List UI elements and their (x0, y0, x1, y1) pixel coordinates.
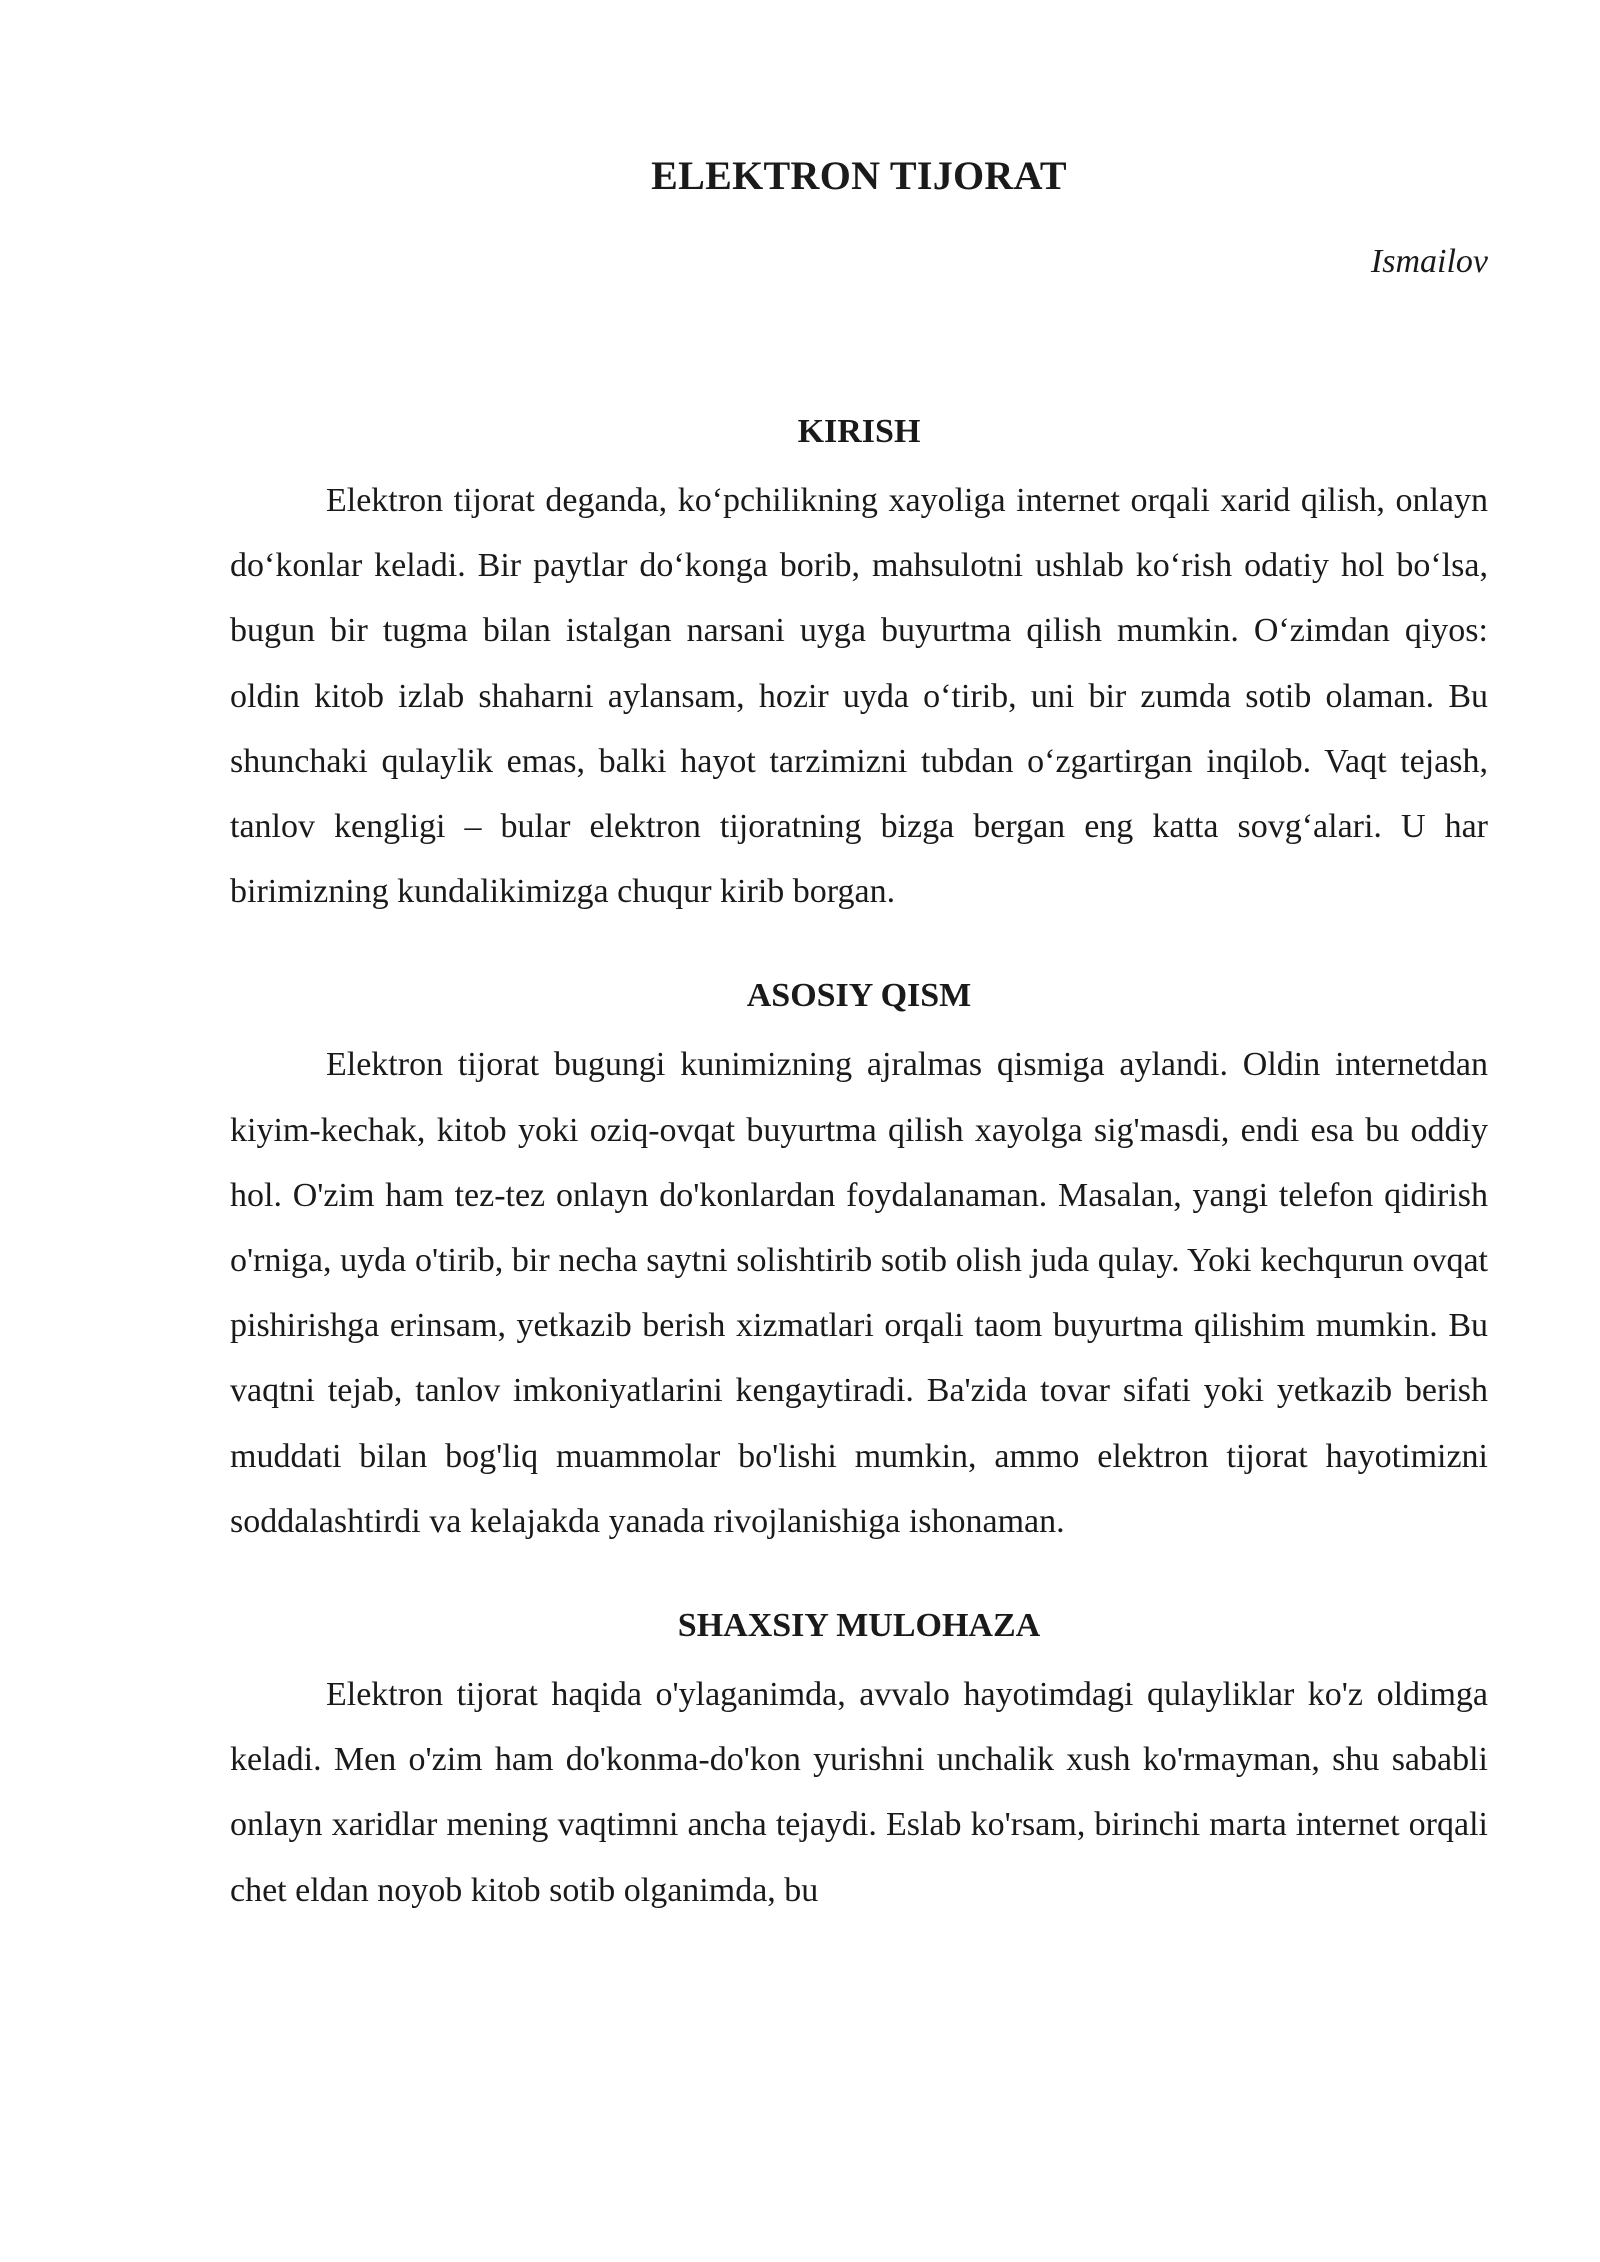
section-heading-asosiy-qism: ASOSIY QISM (746, 977, 972, 1015)
paragraph-asosiy-qism: Elektron tijorat bugungi kunimizning ajralmas qismiga aylandi. Oldin internetdan kiyim-kechak, kitob yoki oziq-ovqat buyurtma qilish xayolga sig'masdi, endi esa bu oddiy hol. O'zim ham tez-tez onlayn do'konlardan foydalanaman. Masalan, yangi telefon qidirish o'rniga, uyda o'tirib, bir necha saytni solishtirib sotib olish juda qulay. Yoki kechqurun ovqat pishirishga erinsam, yetkazib berish xizmatlari orqali taom buyurtma qilishim mumkin. Bu vaqtni tejab, tanlov imkoniyatlarini kengaytiradi. Ba'zida tovar sifati yoki yetkazib berish muddati bilan bog'liq muammolar bo'lishi mumkin, ammo elektron tijorat hayotimizni soddalashtirdi va kelajakda yanada rivojlanishiga ishonaman. (230, 1046, 1488, 1540)
document-title: ELEKTRON TIJORAT (651, 153, 1067, 198)
author-name: Ismailov (1370, 243, 1488, 280)
paragraph-shaxsiy-mulohaza: Elektron tijorat haqida o'ylaganimda, avvalo hayotimdagi qulayliklar ko'z oldimga keladi. Men o'zim ham do'konma-do'kon yurishni unchalik xush ko'rmayman, shu sababli onlayn xaridlar mening vaqtimni ancha tejaydi. Eslab ko'rsam, birinchi marta internet orqali chet eldan noyob kitob sotib olganimda, bu (230, 1676, 1488, 1909)
paragraph-kirish: Elektron tijorat deganda, ko‘pchilikning xayoliga internet orqali xarid qilish, onlayn do‘konlar keladi. Bir paytlar do‘konga borib, mahsulotni ushlab ko‘rish odatiy hol bo‘lsa, bugun bir tugma bilan istalgan narsani uyga buyurtma qilish mumkin. O‘zimdan qiyos: oldin kitob izlab shaharni aylansam, hozir uyda o‘tirib, uni bir zumda sotib olaman. Bu shunchaki qulaylik emas, balki hayot tarzimizni tubdan o‘zgartirgan inqilob. Vaqt tejash, tanlov kengligi – bular elektron tijoratning bizga bergan eng katta sovg‘alari. U har birimizning kundalikimizga chuqur kirib borgan. (230, 482, 1488, 911)
section-heading-kirish: KIRISH (797, 413, 921, 450)
section-heading-shaxsiy-mulohaza: SHAXSIY MULOHAZA (677, 1607, 1041, 1645)
document-page (230, 0, 1488, 1923)
